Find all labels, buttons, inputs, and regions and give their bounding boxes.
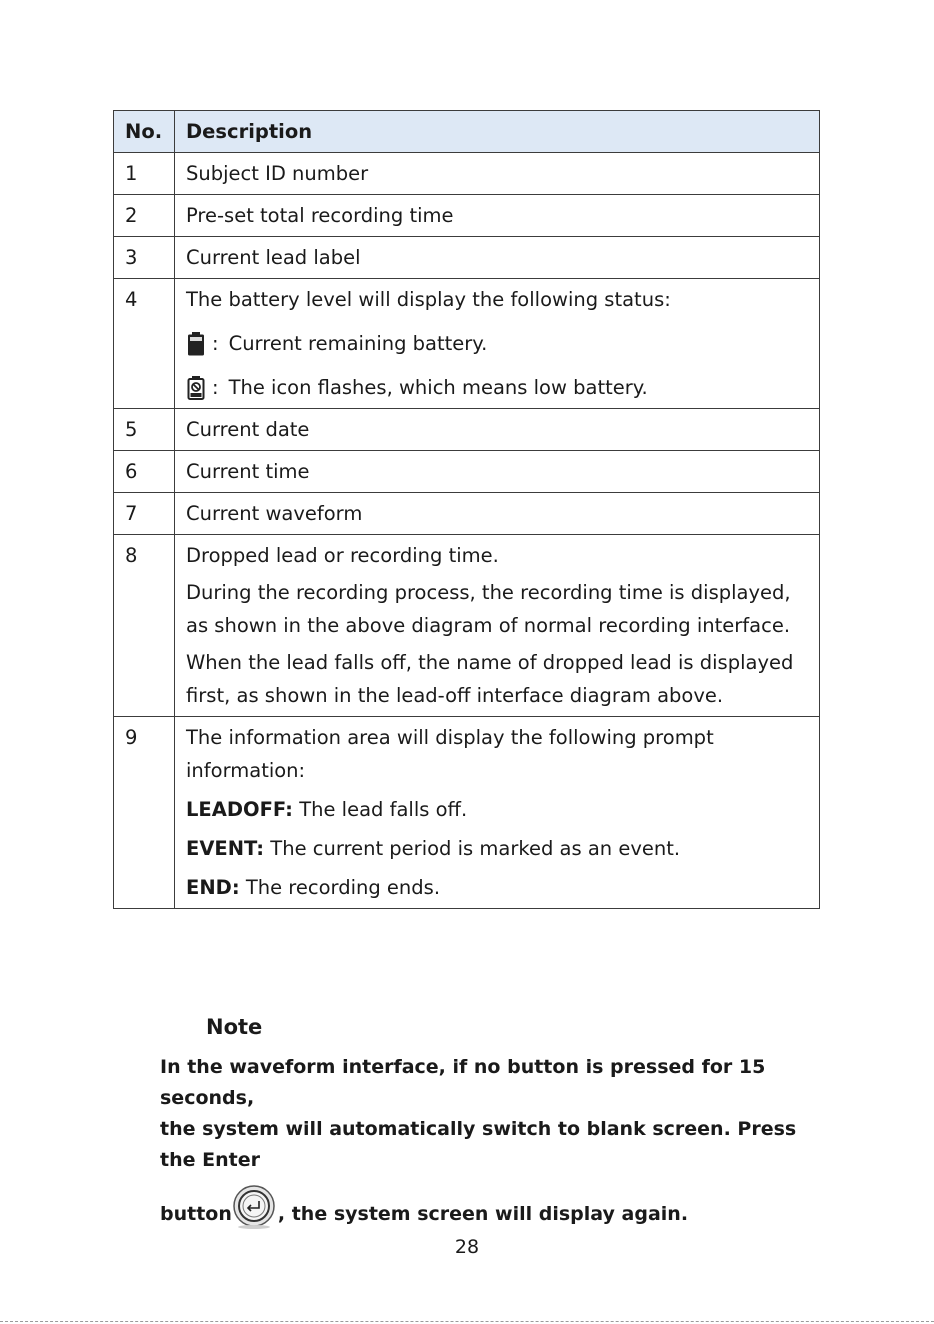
- row-description: The battery level will display the following status:: [186, 288, 671, 311]
- table-header-row: [114, 111, 820, 153]
- row-number: 2: [114, 195, 175, 237]
- battery-status-separator: :: [212, 332, 219, 355]
- row-number: 4: [114, 279, 175, 409]
- note-line: In the waveform interface, if no button is pressed for 15 seconds,: [160, 1056, 766, 1109]
- table-row: [114, 195, 820, 237]
- note-text: button: [160, 1203, 232, 1225]
- table-row: [114, 451, 820, 493]
- row-description: Current lead label: [175, 237, 820, 279]
- table-row: [114, 717, 820, 909]
- battery-status-text: Current remaining battery.: [228, 332, 488, 355]
- note-text: , the system screen will display again.: [277, 1203, 689, 1225]
- battery-status-separator: :: [212, 376, 219, 399]
- battery-full-icon: [186, 331, 206, 357]
- description-paragraph: When the lead falls off, the name of dropped lead is displayed first, as shown in the lead-off interface diagram above.: [186, 651, 794, 707]
- row-description: Current time: [175, 451, 820, 493]
- row-number: 6: [114, 451, 175, 493]
- prompt-text: The current period is marked as an event.: [270, 837, 681, 860]
- row-description: Subject ID number: [175, 153, 820, 195]
- table-row: [114, 153, 820, 195]
- battery-status-item: [186, 371, 809, 404]
- table-row: [114, 279, 820, 409]
- row-description: The information area will display the following prompt information:: [186, 726, 714, 782]
- header-no: No.: [114, 111, 175, 153]
- prompt-text: The recording ends.: [245, 876, 441, 899]
- prompt-keyword: LEADOFF:: [186, 798, 293, 821]
- table-row: [114, 409, 820, 451]
- row-number: 8: [114, 535, 175, 717]
- row-description: Pre-set total recording time: [175, 195, 820, 237]
- note-title: Note: [206, 1015, 263, 1039]
- prompt-item: [186, 793, 809, 826]
- row-number: 3: [114, 237, 175, 279]
- prompt-keyword: END:: [186, 876, 240, 899]
- row-description: Current waveform: [175, 493, 820, 535]
- table-row: [114, 535, 820, 717]
- row-description: Current date: [175, 409, 820, 451]
- row-number: 5: [114, 409, 175, 451]
- battery-low-icon: [186, 375, 206, 401]
- page-number: 28: [454, 1236, 480, 1258]
- battery-status-text: The icon flashes, which means low battery.: [228, 376, 648, 399]
- prompt-item: [186, 832, 809, 865]
- page-bottom-rule: [0, 1321, 934, 1322]
- table-row: [114, 493, 820, 535]
- row-description-cell: [175, 279, 820, 409]
- row-number: 1: [114, 153, 175, 195]
- battery-status-item: [186, 327, 809, 360]
- enter-button-icon: [232, 1184, 276, 1230]
- note-line: the system will automatically switch to blank screen. Press the Enter: [160, 1118, 797, 1171]
- table-row: [114, 237, 820, 279]
- prompt-text: The lead falls off.: [299, 798, 468, 821]
- header-description: Description: [175, 111, 820, 153]
- row-number: 7: [114, 493, 175, 535]
- note-line: [160, 1184, 830, 1230]
- row-description: Dropped lead or recording time.: [186, 544, 499, 567]
- prompt-item: [186, 871, 809, 904]
- row-description-cell: [175, 717, 820, 909]
- description-table: [113, 110, 820, 909]
- row-description-cell: [175, 535, 820, 717]
- note-body: [160, 1052, 830, 1230]
- row-number: 9: [114, 717, 175, 909]
- description-paragraph: During the recording process, the recording time is displayed, as shown in the above diagram of normal recording interface.: [186, 581, 791, 637]
- prompt-keyword: EVENT:: [186, 837, 265, 860]
